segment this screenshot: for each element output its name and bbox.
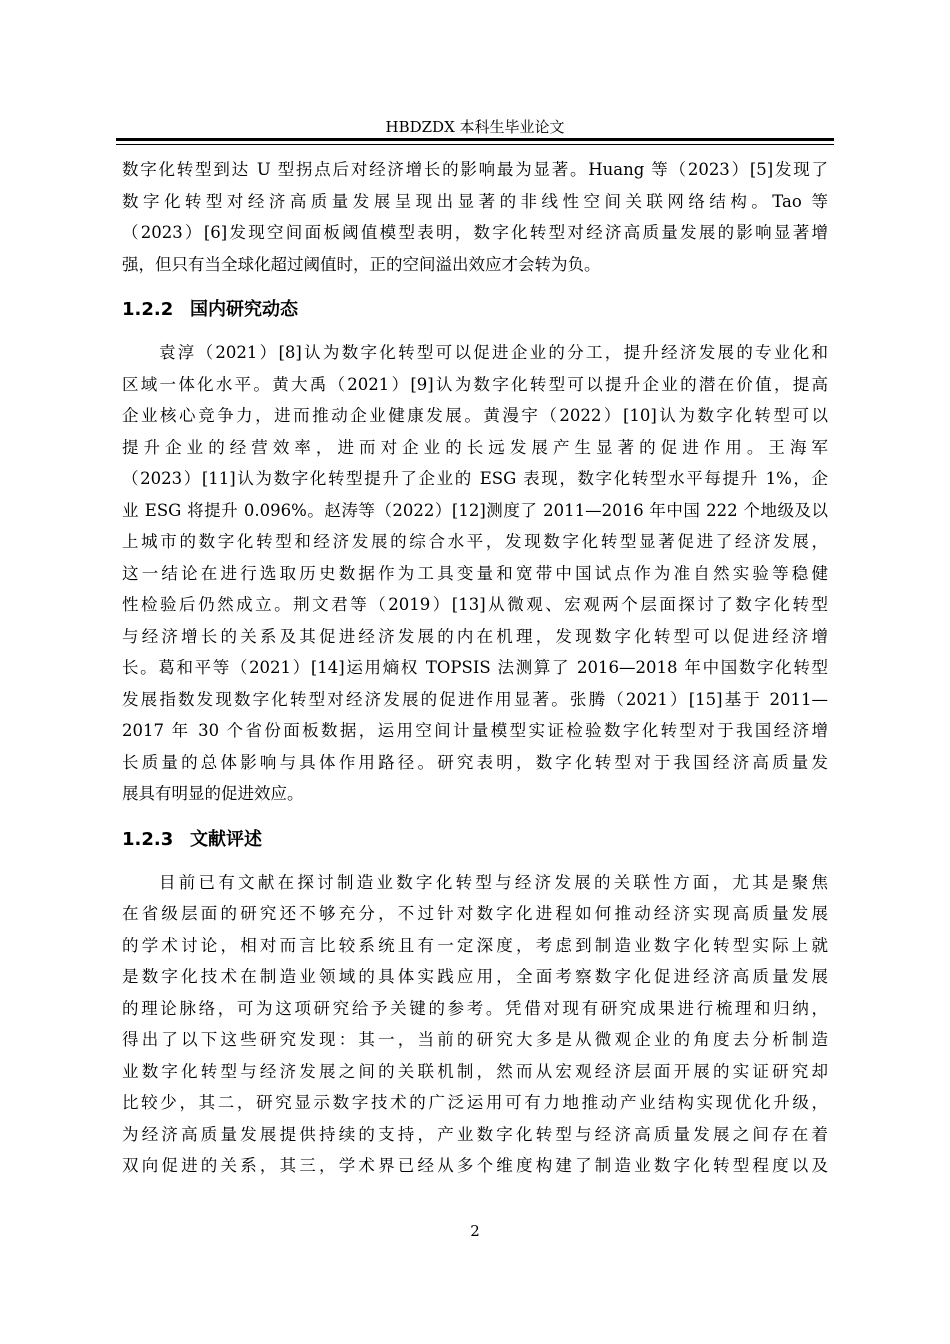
- text-line: 企业核心竞争力，进而推动企业健康发展。黄漫宇（2022）[10]认为数字化转型可以: [122, 406, 828, 425]
- text-line: 展具有明显的促进效应。: [122, 784, 304, 803]
- section-number: 1.2.2: [122, 299, 174, 320]
- text-line: 数字化转型到达 U 型拐点后对经济增长的影响最为显著。Huang 等（2023）[5]发现了: [122, 160, 828, 179]
- text-line: 这一结论在进行选取历史数据作为工具变量和宽带中国试点作为准自然实验等稳健: [122, 563, 828, 583]
- review-paragraph: [122, 867, 828, 1182]
- text-line: 2017 年 30 个省份面板数据，运用空间计量模型实证检验数字化转型对于我国经济增: [122, 721, 828, 740]
- domestic-paragraph: [122, 337, 828, 810]
- section-heading-review: [122, 824, 828, 855]
- text-line: 袁淳（2021）[8]认为数字化转型可以促进企业的分工，提升经济发展的专业化和: [159, 343, 828, 362]
- section-heading-domestic: [122, 294, 828, 325]
- text-line: 提升企业的经营效率，进而对企业的长远发展产生显著的促进作用。王海军: [122, 437, 828, 457]
- text-line: 为经济高质量发展提供持续的支持，产业数字化转型与经济高质量发展之间存在着: [122, 1124, 828, 1144]
- text-line: 是数字化技术在制造业领域的具体实践应用，全面考察数字化促进经济高质量发展: [122, 967, 828, 986]
- text-line: （2023）[11]认为数字化转型提升了企业的 ESG 表现，数字化转型水平每提升 1%，企: [122, 469, 828, 488]
- text-line: （2023）[6]发现空间面板阈值模型表明，数字化转型对经济高质量发展的影响显著增: [122, 223, 828, 242]
- text-line: 上城市的数字化转型和经济发展的综合水平，发现数字化转型显著促进了经济发展，: [122, 532, 828, 551]
- section-title: 国内研究动态: [190, 299, 298, 320]
- text-line: 在省级层面的研究还不够充分，不过针对数字化进程如何推动经济实现高质量发展: [122, 904, 828, 923]
- text-line: 目前已有文献在探讨制造业数字化转型与经济发展的关联性方面，尤其是聚焦: [159, 872, 828, 892]
- text-line: 与经济增长的关系及其促进经济发展的内在机理，发现数字化转型可以促进经济增: [122, 626, 828, 646]
- section-title: 文献评述: [190, 828, 262, 850]
- header-rule-thin: [116, 144, 834, 145]
- running-header: HBDZDX 本科生毕业论文: [385, 118, 565, 136]
- text-line: 双向促进的关系，其三，学术界已经从多个维度构建了制造业数字化转型程度以及: [122, 1156, 828, 1175]
- text-line: 长质量的总体影响与具体作用路径。研究表明，数字化转型对于我国经济高质量发: [122, 752, 828, 772]
- body-text: [122, 154, 828, 1182]
- text-line: 的理论脉络，可为这项研究给予关键的参考。凭借对现有研究成果进行梳理和归纳，: [122, 998, 828, 1018]
- header-rule-thick: [116, 138, 834, 141]
- text-line: 长。葛和平等（2021）[14]运用熵权 TOPSIS 法测算了 2016—2018 年中国数字化转型: [122, 658, 828, 677]
- page-number: 2: [470, 1222, 480, 1240]
- text-line: 业 ESG 将提升 0.096%。赵涛等（2022）[12]测度了 2011—2016 年中国 222 个地级及以: [122, 500, 828, 520]
- text-line: 强，但只有当全球化超过阈值时，正的空间溢出效应才会转为负。: [122, 254, 601, 274]
- text-line: 区域一体化水平。黄大禹（2021）[9]认为数字化转型可以提升企业的潜在价值，提高: [122, 374, 828, 394]
- intro-paragraph: [122, 154, 828, 280]
- section-number: 1.2.3: [122, 828, 174, 850]
- text-line: 的学术讨论，相对而言比较系统且有一定深度，考虑到制造业数字化转型实际上就: [122, 935, 828, 955]
- text-line: 数字化转型对经济高质量发展呈现出显著的非线性空间关联网络结构。Tao 等: [122, 191, 828, 211]
- text-line: 比较少，其二，研究显示数字技术的广泛运用可有力地推动产业结构实现优化升级，: [122, 1093, 828, 1112]
- text-line: 业数字化转型与经济发展之间的关联机制，然而从宏观经济层面开展的实证研究却: [122, 1061, 828, 1081]
- text-line: 得出了以下这些研究发现：其一，当前的研究大多是从微观企业的角度去分析制造: [122, 1030, 828, 1049]
- text-line: 性检验后仍然成立。荆文君等（2019）[13]从微观、宏观两个层面探讨了数字化转型: [122, 595, 828, 614]
- text-line: 发展指数发现数字化转型对经济发展的促进作用显著。张腾（2021）[15]基于 2011—: [122, 689, 828, 709]
